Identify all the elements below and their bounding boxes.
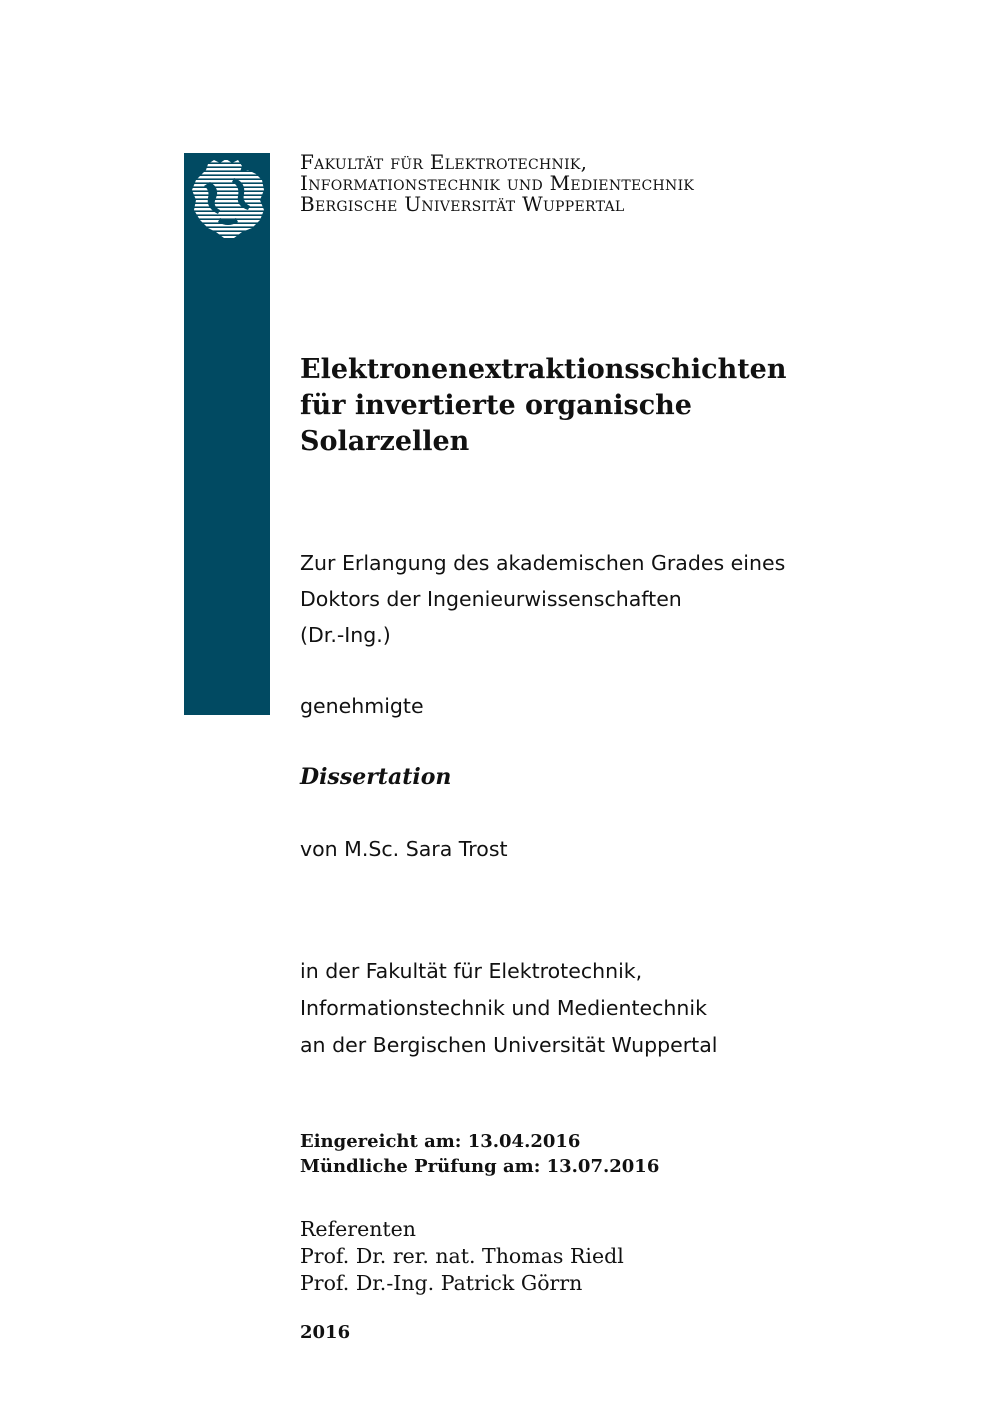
- faculty-statement-line: Informationstechnik und Medientechnik: [300, 996, 707, 1020]
- referee-name: Prof. Dr. rer. nat. Thomas Riedl: [300, 1244, 624, 1268]
- approved-label: genehmigte: [300, 694, 424, 718]
- faculty-line: Fakultät für Elektrotechnik,: [300, 150, 588, 174]
- oral-exam-date: Mündliche Prüfung am: 13.07.2016: [300, 1156, 660, 1177]
- submitted-date: Eingereicht am: 13.04.2016: [300, 1131, 581, 1152]
- dissertation-title: [300, 352, 960, 460]
- referees-block: [300, 1216, 624, 1297]
- author-line: von M.Sc. Sara Trost: [300, 837, 508, 861]
- purpose-line: Zur Erlangung des akademischen Grades eines: [300, 551, 786, 575]
- faculty-statement-line: an der Bergischen Universität Wuppertal: [300, 1033, 718, 1057]
- referee-name: Prof. Dr.-Ing. Patrick Görrn: [300, 1271, 583, 1295]
- publication-year: 2016: [300, 1322, 351, 1343]
- purpose-line: (Dr.-Ing.): [300, 623, 391, 647]
- faculty-statement-line: in der Fakultät für Elektrotechnik,: [300, 959, 643, 983]
- title-line: Elektronenextraktionsschichten: [300, 354, 787, 385]
- title-line: für invertierte organische: [300, 390, 692, 421]
- title-line: Solarzellen: [300, 426, 470, 457]
- referees-heading: Referenten: [300, 1217, 416, 1241]
- university-lion-logo-icon: [190, 158, 266, 240]
- purpose-line: Doktors der Ingenieurwissenschaften: [300, 587, 682, 611]
- faculty-line: Informationstechnik und Medientechnik: [300, 171, 695, 195]
- faculty-line: Bergische Universität Wuppertal: [300, 192, 625, 216]
- document-type: Dissertation: [300, 764, 452, 790]
- faculty-header: [300, 152, 980, 215]
- degree-purpose: [300, 545, 785, 653]
- faculty-statement: [300, 953, 717, 1064]
- exam-dates: [300, 1129, 659, 1179]
